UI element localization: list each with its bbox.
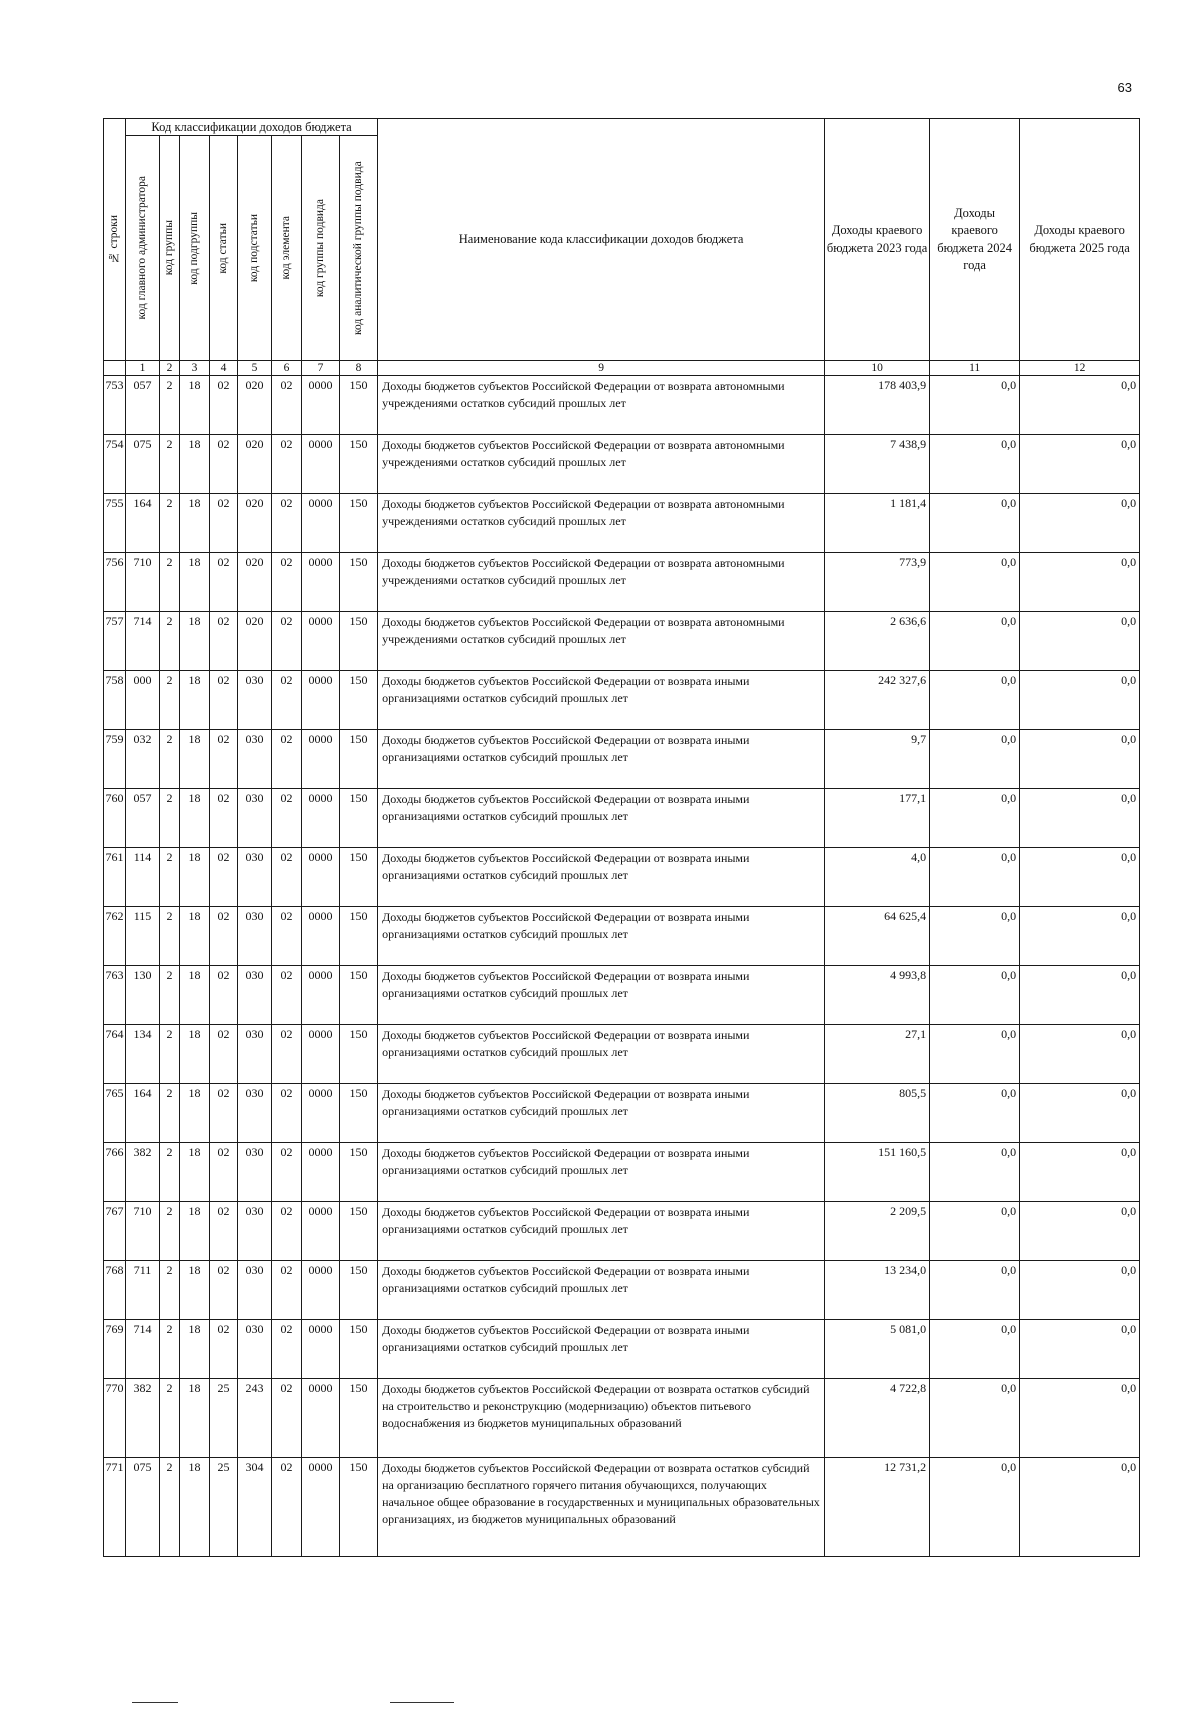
header-group-code: код группы (160, 136, 180, 361)
income-2024: 0,0 (930, 730, 1020, 789)
subarticle-code: 020 (238, 612, 272, 671)
income-2024: 0,0 (930, 1379, 1020, 1458)
subgroup-code: 18 (180, 1202, 210, 1261)
revenue-name: Доходы бюджетов субъектов Российской Федерации от возврата автономными учреждениями остатков субсидий прошлых лет (378, 435, 825, 494)
subgroup-code: 18 (180, 553, 210, 612)
revenue-name: Доходы бюджетов субъектов Российской Федерации от возврата иными организациями остатков субсидий прошлых лет (378, 966, 825, 1025)
element-code: 02 (272, 1143, 302, 1202)
element-code: 02 (272, 1025, 302, 1084)
group-code: 2 (160, 1202, 180, 1261)
element-code: 02 (272, 1379, 302, 1458)
subgroup-code: 18 (180, 1379, 210, 1458)
column-number: 11 (930, 361, 1020, 376)
article-code: 02 (210, 789, 238, 848)
table-row (104, 966, 1140, 1025)
subtype-group-code: 0000 (302, 1320, 340, 1379)
article-code: 02 (210, 1261, 238, 1320)
subgroup-code: 18 (180, 1143, 210, 1202)
header-element-code: код элемента (272, 136, 302, 361)
subarticle-code: 020 (238, 494, 272, 553)
article-code: 02 (210, 1025, 238, 1084)
subarticle-code: 030 (238, 1025, 272, 1084)
group-code: 2 (160, 1143, 180, 1202)
admin-code: 382 (126, 1379, 160, 1458)
admin-code: 382 (126, 1143, 160, 1202)
article-code: 02 (210, 1084, 238, 1143)
group-code: 2 (160, 789, 180, 848)
article-code: 02 (210, 1320, 238, 1379)
article-code: 25 (210, 1379, 238, 1458)
income-2023: 2 209,5 (825, 1202, 930, 1261)
subtype-group-code: 0000 (302, 553, 340, 612)
table-row (104, 907, 1140, 966)
element-code: 02 (272, 494, 302, 553)
analytic-group-code: 150 (340, 1458, 378, 1557)
income-2025: 0,0 (1020, 1143, 1140, 1202)
income-2024: 0,0 (930, 435, 1020, 494)
row-number: 754 (104, 435, 126, 494)
income-2024: 0,0 (930, 1458, 1020, 1557)
admin-code: 032 (126, 730, 160, 789)
income-2024: 0,0 (930, 966, 1020, 1025)
group-code: 2 (160, 848, 180, 907)
column-number: 6 (272, 361, 302, 376)
income-2025: 0,0 (1020, 1025, 1140, 1084)
footer-signature-line (390, 1702, 454, 1703)
admin-code: 134 (126, 1025, 160, 1084)
group-code: 2 (160, 1458, 180, 1557)
admin-code: 164 (126, 1084, 160, 1143)
subgroup-code: 18 (180, 671, 210, 730)
subgroup-code: 18 (180, 612, 210, 671)
income-2025: 0,0 (1020, 1320, 1140, 1379)
row-number: 769 (104, 1320, 126, 1379)
admin-code: 710 (126, 1202, 160, 1261)
revenue-name: Доходы бюджетов субъектов Российской Федерации от возврата иными организациями остатков субсидий прошлых лет (378, 848, 825, 907)
subtype-group-code: 0000 (302, 730, 340, 789)
table-row (104, 1202, 1140, 1261)
subtype-group-code: 0000 (302, 1379, 340, 1458)
admin-code: 711 (126, 1261, 160, 1320)
income-2023: 4 722,8 (825, 1379, 930, 1458)
column-number: 8 (340, 361, 378, 376)
group-code: 2 (160, 1261, 180, 1320)
subarticle-code: 020 (238, 435, 272, 494)
row-number: 767 (104, 1202, 126, 1261)
header-classification-code: Код классификации доходов бюджета (126, 119, 378, 136)
element-code: 02 (272, 789, 302, 848)
subgroup-code: 18 (180, 789, 210, 848)
row-number: 757 (104, 612, 126, 671)
article-code: 02 (210, 907, 238, 966)
table-row (104, 1379, 1140, 1458)
income-2025: 0,0 (1020, 494, 1140, 553)
table-row (104, 1261, 1140, 1320)
subarticle-code: 030 (238, 1084, 272, 1143)
table-row (104, 612, 1140, 671)
column-number: 4 (210, 361, 238, 376)
element-code: 02 (272, 435, 302, 494)
element-code: 02 (272, 1202, 302, 1261)
income-2023: 4,0 (825, 848, 930, 907)
income-2023: 5 081,0 (825, 1320, 930, 1379)
revenue-name: Доходы бюджетов субъектов Российской Федерации от возврата иными организациями остатков субсидий прошлых лет (378, 671, 825, 730)
income-2023: 13 234,0 (825, 1261, 930, 1320)
income-2023: 27,1 (825, 1025, 930, 1084)
admin-code: 714 (126, 612, 160, 671)
income-2024: 0,0 (930, 1261, 1020, 1320)
admin-code: 075 (126, 1458, 160, 1557)
column-number: 10 (825, 361, 930, 376)
subtype-group-code: 0000 (302, 1143, 340, 1202)
income-2023: 4 993,8 (825, 966, 930, 1025)
admin-code: 164 (126, 494, 160, 553)
element-code: 02 (272, 1320, 302, 1379)
article-code: 02 (210, 671, 238, 730)
subarticle-code: 030 (238, 848, 272, 907)
revenue-name: Доходы бюджетов субъектов Российской Федерации от возврата остатков субсидий на организацию бесплатного горячего питания обучающихся, получающих начальное общее образование в государственных и муниципальных образовательных организациях, из бюджетов муниципальных образований (378, 1458, 825, 1557)
subgroup-code: 18 (180, 1261, 210, 1320)
column-number-blank (104, 361, 126, 376)
subgroup-code: 18 (180, 435, 210, 494)
admin-code: 115 (126, 907, 160, 966)
income-2025: 0,0 (1020, 671, 1140, 730)
subgroup-code: 18 (180, 907, 210, 966)
article-code: 02 (210, 612, 238, 671)
subarticle-code: 020 (238, 553, 272, 612)
income-2025: 0,0 (1020, 966, 1140, 1025)
group-code: 2 (160, 1084, 180, 1143)
element-code: 02 (272, 730, 302, 789)
column-number: 2 (160, 361, 180, 376)
revenue-name: Доходы бюджетов субъектов Российской Федерации от возврата иными организациями остатков субсидий прошлых лет (378, 789, 825, 848)
subtype-group-code: 0000 (302, 612, 340, 671)
income-2024: 0,0 (930, 848, 1020, 907)
income-2024: 0,0 (930, 671, 1020, 730)
income-2025: 0,0 (1020, 789, 1140, 848)
income-2024: 0,0 (930, 612, 1020, 671)
revenue-name: Доходы бюджетов субъектов Российской Федерации от возврата автономными учреждениями остатков субсидий прошлых лет (378, 494, 825, 553)
income-2025: 0,0 (1020, 1261, 1140, 1320)
row-number: 771 (104, 1458, 126, 1557)
income-2023: 178 403,9 (825, 376, 930, 435)
admin-code: 130 (126, 966, 160, 1025)
element-code: 02 (272, 671, 302, 730)
income-2023: 177,1 (825, 789, 930, 848)
income-2024: 0,0 (930, 494, 1020, 553)
row-number: 768 (104, 1261, 126, 1320)
income-2023: 1 181,4 (825, 494, 930, 553)
header-article-code: код статьи (210, 136, 238, 361)
income-2025: 0,0 (1020, 848, 1140, 907)
element-code: 02 (272, 376, 302, 435)
footer-signature-line (132, 1702, 178, 1703)
article-code: 02 (210, 1202, 238, 1261)
table-row (104, 553, 1140, 612)
income-2024: 0,0 (930, 1143, 1020, 1202)
analytic-group-code: 150 (340, 553, 378, 612)
admin-code: 057 (126, 789, 160, 848)
income-2025: 0,0 (1020, 1084, 1140, 1143)
admin-code: 075 (126, 435, 160, 494)
group-code: 2 (160, 671, 180, 730)
header-group-row (104, 119, 1140, 136)
column-number: 5 (238, 361, 272, 376)
table-row (104, 1320, 1140, 1379)
subtype-group-code: 0000 (302, 907, 340, 966)
table-row (104, 671, 1140, 730)
income-2025: 0,0 (1020, 1458, 1140, 1557)
subarticle-code: 030 (238, 1320, 272, 1379)
subarticle-code: 243 (238, 1379, 272, 1458)
subarticle-code: 304 (238, 1458, 272, 1557)
analytic-group-code: 150 (340, 376, 378, 435)
table-row (104, 494, 1140, 553)
revenue-name: Доходы бюджетов субъектов Российской Федерации от возврата иными организациями остатков субсидий прошлых лет (378, 1320, 825, 1379)
subgroup-code: 18 (180, 730, 210, 789)
analytic-group-code: 150 (340, 1261, 378, 1320)
article-code: 02 (210, 966, 238, 1025)
revenue-name: Доходы бюджетов субъектов Российской Федерации от возврата автономными учреждениями остатков субсидий прошлых лет (378, 612, 825, 671)
analytic-group-code: 150 (340, 1143, 378, 1202)
revenue-name: Доходы бюджетов субъектов Российской Федерации от возврата иными организациями остатков субсидий прошлых лет (378, 1084, 825, 1143)
revenue-name: Доходы бюджетов субъектов Российской Федерации от возврата иными организациями остатков субсидий прошлых лет (378, 1143, 825, 1202)
row-number: 765 (104, 1084, 126, 1143)
income-2023: 151 160,5 (825, 1143, 930, 1202)
header-analytic-group-code: код аналитической группы подвида (340, 136, 378, 361)
column-number: 3 (180, 361, 210, 376)
revenue-name: Доходы бюджетов субъектов Российской Федерации от возврата иными организациями остатков субсидий прошлых лет (378, 730, 825, 789)
row-number: 753 (104, 376, 126, 435)
subtype-group-code: 0000 (302, 966, 340, 1025)
header-subarticle-code: код подстатьи (238, 136, 272, 361)
header-income-2023: Доходы краевого бюджета 2023 года (825, 119, 930, 361)
income-2023: 773,9 (825, 553, 930, 612)
admin-code: 057 (126, 376, 160, 435)
subtype-group-code: 0000 (302, 671, 340, 730)
table-row (104, 1143, 1140, 1202)
income-2024: 0,0 (930, 553, 1020, 612)
analytic-group-code: 150 (340, 730, 378, 789)
revenue-name: Доходы бюджетов субъектов Российской Федерации от возврата иными организациями остатков субсидий прошлых лет (378, 907, 825, 966)
article-code: 25 (210, 1458, 238, 1557)
subgroup-code: 18 (180, 1084, 210, 1143)
page-number: 63 (1117, 80, 1132, 95)
analytic-group-code: 150 (340, 1084, 378, 1143)
group-code: 2 (160, 1379, 180, 1458)
subtype-group-code: 0000 (302, 435, 340, 494)
table-row (104, 1458, 1140, 1557)
group-code: 2 (160, 435, 180, 494)
income-2025: 0,0 (1020, 612, 1140, 671)
admin-code: 714 (126, 1320, 160, 1379)
row-number: 759 (104, 730, 126, 789)
row-number: 762 (104, 907, 126, 966)
admin-code: 114 (126, 848, 160, 907)
income-2023: 64 625,4 (825, 907, 930, 966)
row-number: 763 (104, 966, 126, 1025)
header-income-2024: Доходы краевого бюджета 2024 года (930, 119, 1020, 361)
group-code: 2 (160, 553, 180, 612)
subtype-group-code: 0000 (302, 789, 340, 848)
group-code: 2 (160, 966, 180, 1025)
analytic-group-code: 150 (340, 1202, 378, 1261)
row-number: 766 (104, 1143, 126, 1202)
subtype-group-code: 0000 (302, 1084, 340, 1143)
subgroup-code: 18 (180, 966, 210, 1025)
income-2024: 0,0 (930, 376, 1020, 435)
column-number: 1 (126, 361, 160, 376)
subarticle-code: 020 (238, 376, 272, 435)
income-2025: 0,0 (1020, 730, 1140, 789)
header-row-number: № строки (104, 119, 126, 361)
income-2023: 242 327,6 (825, 671, 930, 730)
analytic-group-code: 150 (340, 789, 378, 848)
table-row (104, 848, 1140, 907)
article-code: 02 (210, 1143, 238, 1202)
column-number: 9 (378, 361, 825, 376)
table-row (104, 435, 1140, 494)
group-code: 2 (160, 494, 180, 553)
header-subtype-group-code: код группы подвида (302, 136, 340, 361)
subarticle-code: 030 (238, 789, 272, 848)
subtype-group-code: 0000 (302, 376, 340, 435)
element-code: 02 (272, 907, 302, 966)
row-number: 770 (104, 1379, 126, 1458)
income-2024: 0,0 (930, 1320, 1020, 1379)
row-number: 755 (104, 494, 126, 553)
element-code: 02 (272, 1261, 302, 1320)
article-code: 02 (210, 376, 238, 435)
subarticle-code: 030 (238, 1261, 272, 1320)
element-code: 02 (272, 553, 302, 612)
header-name: Наименование кода классификации доходов бюджета (378, 119, 825, 361)
income-2024: 0,0 (930, 1202, 1020, 1261)
income-2025: 0,0 (1020, 553, 1140, 612)
income-2023: 12 731,2 (825, 1458, 930, 1557)
analytic-group-code: 150 (340, 1379, 378, 1458)
subarticle-code: 030 (238, 671, 272, 730)
group-code: 2 (160, 1320, 180, 1379)
group-code: 2 (160, 730, 180, 789)
income-2023: 9,7 (825, 730, 930, 789)
income-2025: 0,0 (1020, 1379, 1140, 1458)
subtype-group-code: 0000 (302, 1458, 340, 1557)
income-2025: 0,0 (1020, 376, 1140, 435)
revenue-name: Доходы бюджетов субъектов Российской Федерации от возврата иными организациями остатков субсидий прошлых лет (378, 1202, 825, 1261)
subarticle-code: 030 (238, 966, 272, 1025)
row-number: 764 (104, 1025, 126, 1084)
subgroup-code: 18 (180, 376, 210, 435)
column-number: 12 (1020, 361, 1140, 376)
analytic-group-code: 150 (340, 966, 378, 1025)
article-code: 02 (210, 435, 238, 494)
income-2024: 0,0 (930, 1084, 1020, 1143)
subgroup-code: 18 (180, 1458, 210, 1557)
row-number: 758 (104, 671, 126, 730)
income-2023: 7 438,9 (825, 435, 930, 494)
analytic-group-code: 150 (340, 671, 378, 730)
subtype-group-code: 0000 (302, 1202, 340, 1261)
income-2025: 0,0 (1020, 1202, 1140, 1261)
header-subgroup-code: код подгруппы (180, 136, 210, 361)
header-admin-code: код главного администратора (126, 136, 160, 361)
analytic-group-code: 150 (340, 1320, 378, 1379)
analytic-group-code: 150 (340, 435, 378, 494)
subarticle-code: 030 (238, 1143, 272, 1202)
revenue-name: Доходы бюджетов субъектов Российской Федерации от возврата автономными учреждениями остатков субсидий прошлых лет (378, 376, 825, 435)
table-row (104, 730, 1140, 789)
income-2024: 0,0 (930, 907, 1020, 966)
budget-revenue-table (103, 118, 1140, 1557)
element-code: 02 (272, 612, 302, 671)
revenue-name: Доходы бюджетов субъектов Российской Федерации от возврата иными организациями остатков субсидий прошлых лет (378, 1261, 825, 1320)
article-code: 02 (210, 553, 238, 612)
element-code: 02 (272, 848, 302, 907)
income-2023: 805,5 (825, 1084, 930, 1143)
income-2024: 0,0 (930, 1025, 1020, 1084)
group-code: 2 (160, 907, 180, 966)
analytic-group-code: 150 (340, 612, 378, 671)
subtype-group-code: 0000 (302, 848, 340, 907)
subarticle-code: 030 (238, 1202, 272, 1261)
column-number: 7 (302, 361, 340, 376)
subtype-group-code: 0000 (302, 1025, 340, 1084)
analytic-group-code: 150 (340, 907, 378, 966)
subtype-group-code: 0000 (302, 494, 340, 553)
row-number: 761 (104, 848, 126, 907)
subtype-group-code: 0000 (302, 1261, 340, 1320)
subgroup-code: 18 (180, 494, 210, 553)
subgroup-code: 18 (180, 1320, 210, 1379)
element-code: 02 (272, 966, 302, 1025)
analytic-group-code: 150 (340, 1025, 378, 1084)
element-code: 02 (272, 1084, 302, 1143)
admin-code: 000 (126, 671, 160, 730)
table-row (104, 1025, 1140, 1084)
income-2025: 0,0 (1020, 907, 1140, 966)
group-code: 2 (160, 376, 180, 435)
table-row (104, 376, 1140, 435)
row-number: 760 (104, 789, 126, 848)
admin-code: 710 (126, 553, 160, 612)
row-number: 756 (104, 553, 126, 612)
revenue-name: Доходы бюджетов субъектов Российской Федерации от возврата остатков субсидий на строительство и реконструкцию (модернизацию) объектов питьевого водоснабжения из бюджетов муниципальных образований (378, 1379, 825, 1458)
revenue-name: Доходы бюджетов субъектов Российской Федерации от возврата иными организациями остатков субсидий прошлых лет (378, 1025, 825, 1084)
column-number-row (104, 361, 1140, 376)
table-row (104, 789, 1140, 848)
analytic-group-code: 150 (340, 848, 378, 907)
income-2025: 0,0 (1020, 435, 1140, 494)
income-2023: 2 636,6 (825, 612, 930, 671)
group-code: 2 (160, 1025, 180, 1084)
subarticle-code: 030 (238, 730, 272, 789)
article-code: 02 (210, 494, 238, 553)
article-code: 02 (210, 848, 238, 907)
analytic-group-code: 150 (340, 494, 378, 553)
subgroup-code: 18 (180, 1025, 210, 1084)
header-income-2025: Доходы краевого бюджета 2025 года (1020, 119, 1140, 361)
revenue-name: Доходы бюджетов субъектов Российской Федерации от возврата автономными учреждениями остатков субсидий прошлых лет (378, 553, 825, 612)
subarticle-code: 030 (238, 907, 272, 966)
table-row (104, 1084, 1140, 1143)
article-code: 02 (210, 730, 238, 789)
subgroup-code: 18 (180, 848, 210, 907)
income-2024: 0,0 (930, 789, 1020, 848)
group-code: 2 (160, 612, 180, 671)
element-code: 02 (272, 1458, 302, 1557)
